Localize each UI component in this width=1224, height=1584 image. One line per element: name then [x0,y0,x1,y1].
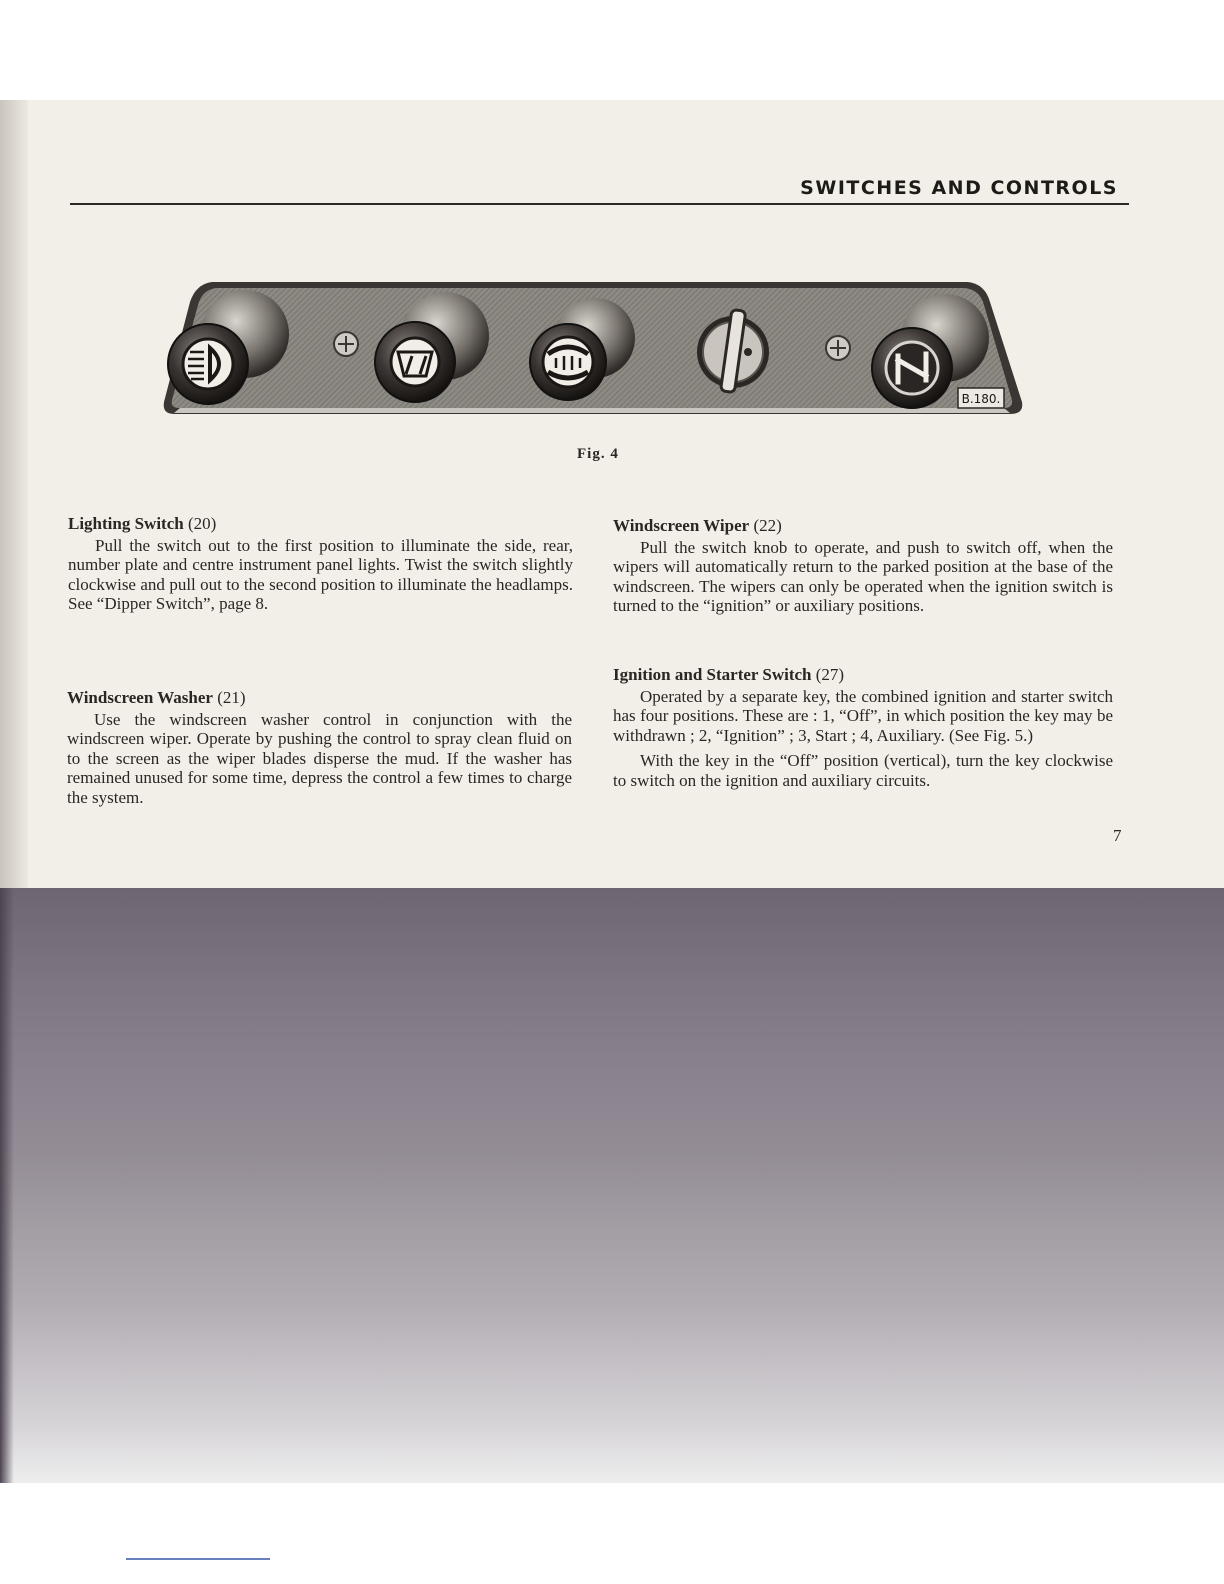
section-lighting-switch [68,514,573,614]
section-heading [67,688,572,708]
section-ref: (21) [217,688,246,707]
header-rule [70,203,1129,205]
section-body: Pull the switch knob to operate, and push to switch off, when the wipers will automatically return to the parked position at the base of the windscreen. The wipers can only be operated when the ignition switch is turned to the “ignition” or auxiliary positions. [613,537,1113,615]
section-ref: (20) [187,514,217,533]
section-body: Use the windscreen washer control in conjunction with the windscreen wiper. Operate by pushing the control to spray clean fluid on to the screen as the wiper blades disperse the mud. If the washer has remained unused for some time, depress the control a few times to charge the system. [67,709,572,807]
section-heading [68,514,573,534]
figure-caption: Fig. 4 [577,446,619,462]
page-number: 7 [1113,826,1122,845]
section-body-continued: With the key in the “Off” position (vertical), turn the key clockwise to switch on the ignition and auxiliary circuits. [613,751,1113,790]
section-ignition-starter-switch [613,665,1113,790]
section-body: Operated by a separate key, the combined ignition and starter switch has four positions. These are : 1, “Off”, in which position the key may be withdrawn ; 2, “Ignition” ; 3, Start ; 4, Auxiliary. (See Fig. 5.) [613,686,1113,745]
section-heading [613,516,1113,536]
section-title: Windscreen Wiper [613,516,750,535]
switch-panel-illustration [160,272,1036,432]
section-title: Windscreen Washer [67,688,213,707]
panel-screw-1 [334,332,358,356]
scan-background [0,888,1224,1483]
section-windscreen-washer [67,688,572,807]
section-title: Ignition and Starter Switch [613,665,812,684]
bottom-underline-mark [126,1558,270,1560]
section-ref: (27) [815,665,845,684]
section-body: Pull the switch out to the first position to illuminate the side, rear, number plate and centre instrument panel lights. Twist the switch slightly clockwise and pull out to the second position to illuminate the headlamps. See “Dipper Switch”, page 8. [68,535,573,613]
section-header: SWITCHES AND CONTROLS [800,177,1118,199]
section-title: Lighting Switch [68,514,184,533]
plate-label: B.180. [961,392,1001,406]
section-ref: (22) [753,516,782,535]
page-gutter-shadow [0,100,30,890]
section-heading [613,665,1113,685]
scan-edge-shadow [0,888,14,1483]
section-windscreen-wiper [613,516,1113,616]
panel-screw-2 [826,336,850,360]
